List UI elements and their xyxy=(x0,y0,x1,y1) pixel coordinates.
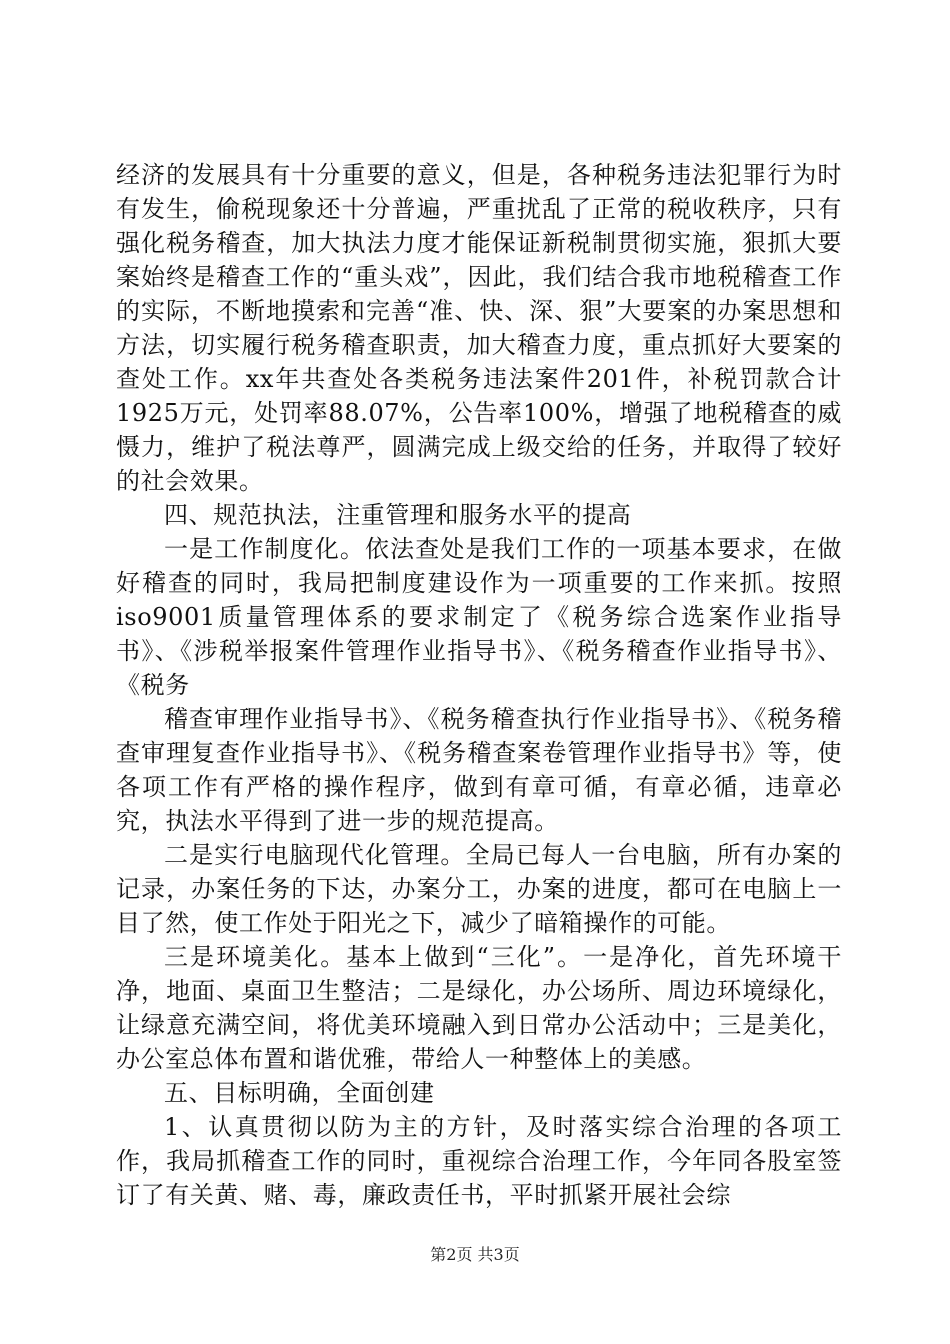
paragraph-comprehensive-governance: 1、认真贯彻以防为主的方针，及时落实综合治理的各项工作，我局抓稽查工作的同时，重视综合治理工作，今年同各股室签订了有关黄、赌、毒，廉政责任书，平时抓紧开展社会综 xyxy=(116,1113,842,1209)
document-body xyxy=(116,158,842,1212)
section-heading-4: 四、规范执法，注重管理和服务水平的提高 xyxy=(164,501,632,529)
paragraph-computerization: 二是实行电脑现代化管理。全局已每人一台电脑，所有办案的记录，办案任务的下达，办案分工，办案的进度，都可在电脑上一目了然，使工作处于阳光之下，减少了暗箱操作的可能。 xyxy=(116,841,842,937)
paragraph-environment: 三是环境美化。基本上做到“三化”。一是净化，首先环境干净，地面、桌面卫生整洁；二是绿化，办公场所、周边环境绿化，让绿意充满空间，将优美环境融入到日常办公活动中；三是美化，办公室总体布置和谐优雅，带给人一种整体上的美感。 xyxy=(116,943,842,1073)
paragraph-economy: 经济的发展具有十分重要的意义，但是，各种税务违法犯罪行为时有发生，偷税现象还十分普遍，严重扰乱了正常的税收秩序，只有强化税务稽查，加大执法力度才能保证新税制贯彻实施，狠抓大要案始终是稽查工作的“重头戏”，因此，我们结合我市地税稽查工作的实际，不断地摸索和完善“准、快、深、狠”大要案的办案思想和方法，切实履行税务稽查职责，加大稽查力度，重点抓好大要案的查处工作。xx年共查处各类税务违法案件201件，补税罚款合计1925万元，处罚率88.07%，公告率100%，增强了地税稽查的威慑力，维护了税法尊严，圆满完成上级交给的任务，并取得了较好的社会效果。 xyxy=(116,161,842,495)
section-heading-5: 五、目标明确，全面创建 xyxy=(164,1079,435,1107)
page-number-footer: 第2页 共3页 xyxy=(430,1245,520,1264)
paragraph-guidebooks: 稽查审理作业指导书》、《税务稽查执行作业指导书》、《税务稽查审理复查作业指导书》、《税务稽查案卷管理作业指导书》等，使各项工作有严格的操作程序，做到有章可循，有章必循，违章必究，执法水平得到了进一步的规范提高。 xyxy=(116,705,842,835)
paragraph-institutionalization: 一是工作制度化。依法查处是我们工作的一项基本要求，在做好稽查的同时，我局把制度建设作为一项重要的工作来抓。按照iso9001质量管理体系的要求制定了《税务综合选案作业指导书》、《涉税举报案件管理作业指导书》、《税务稽查作业指导书》、《税务 xyxy=(116,535,842,699)
